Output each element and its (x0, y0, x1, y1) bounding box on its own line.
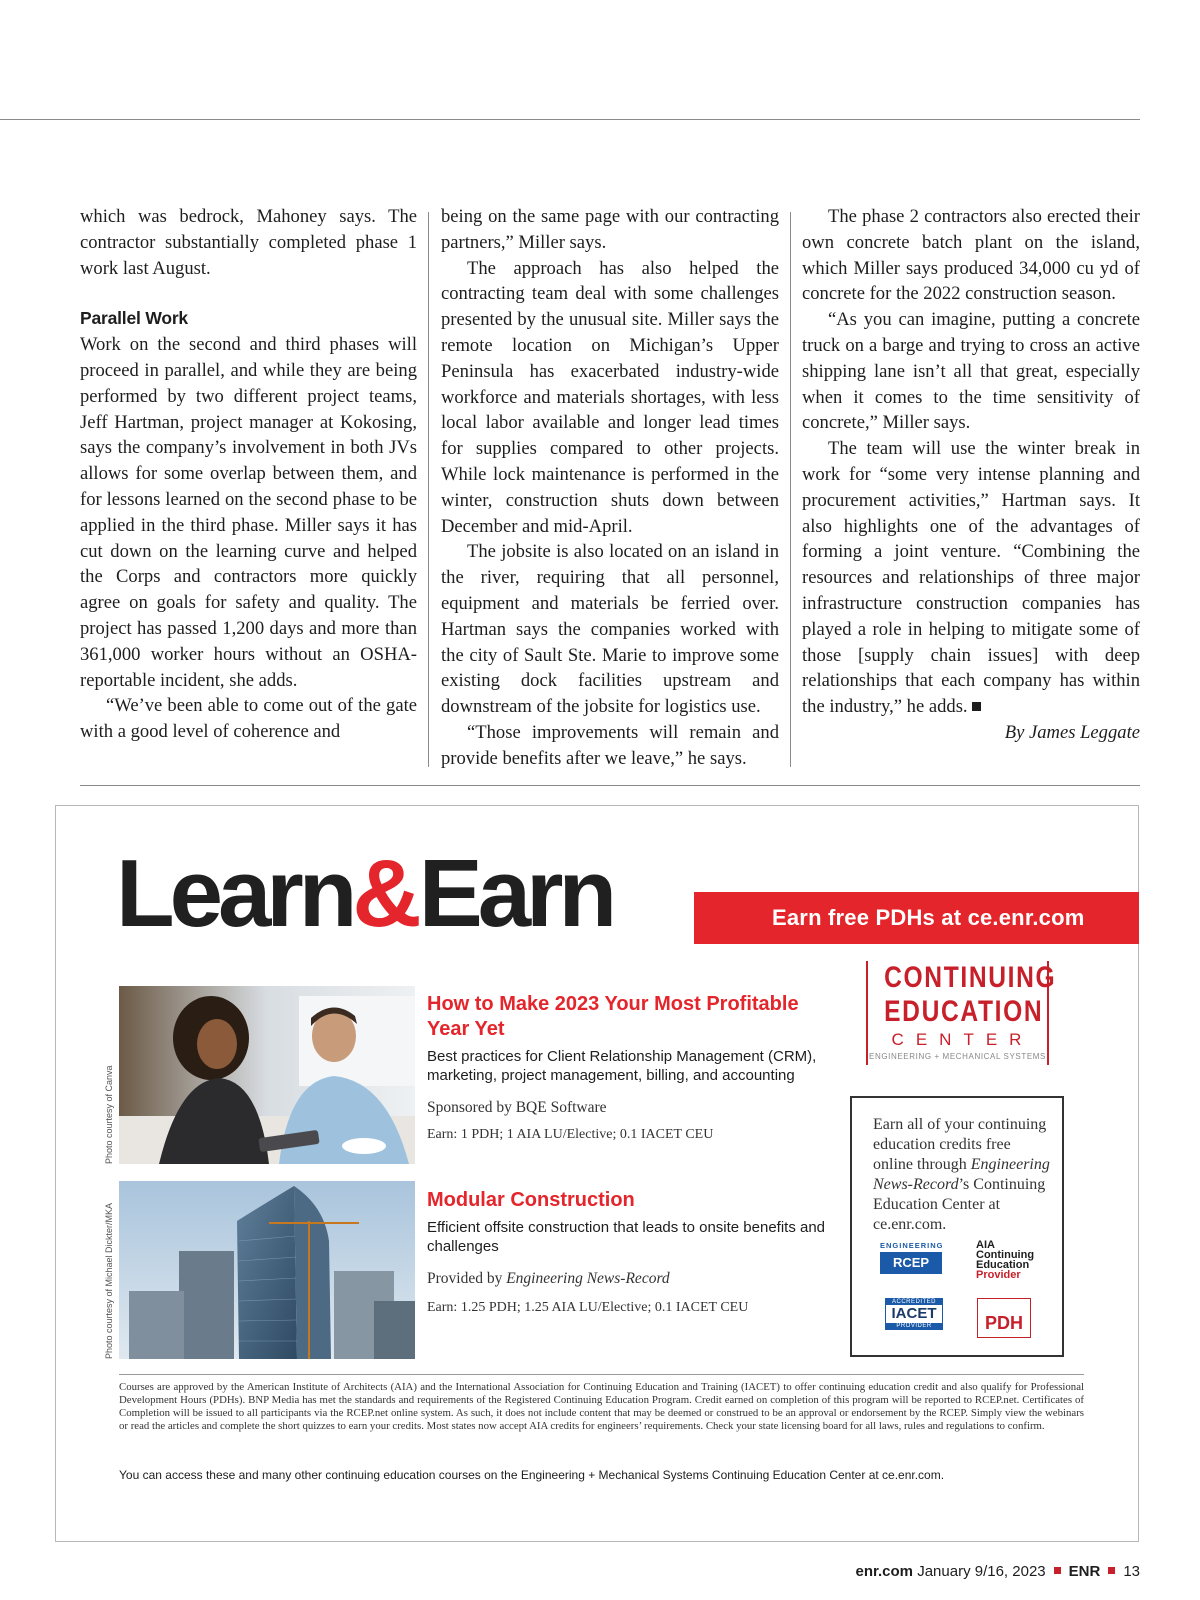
aia-line: Provider (976, 1269, 1021, 1281)
top-rule (0, 119, 1140, 120)
iacet-bottom: PROVIDER (886, 1323, 942, 1329)
page-number: 13 (1123, 1563, 1140, 1580)
headline-learn: Learn (116, 840, 353, 947)
rcep-top-text: ENGINEERING (880, 1241, 944, 1250)
ad-divider (119, 1374, 1084, 1375)
course-1-photo (119, 986, 415, 1164)
aia-line: Education (976, 1259, 1030, 1271)
course-title[interactable]: How to Make 2023 Your Most Profitable Year Yet (427, 993, 799, 1040)
footer-brand: ENR (1068, 1563, 1101, 1580)
byline: By James Leggate (1004, 721, 1140, 743)
fine-print: Courses are approved by the American Institute of Architects (AIA) and the International Association for Continuing Education and Training (IACET) to offer continuing education credit and also qualify for Professional Development Hours (PDHs). BNP Media has met the standards and requirements of the Registered Continuing Education Program. Credit earned on completion of this program will be reported to RCEP.net. Certificates of Completion will be issued to all participants via the RCEP.net online system. As such, it does not include content that may be deemed or construed to be an approval or endorsement by the RCEP. Simply view the webinars or read the articles and complete the short quizzes to earn your credits. Most states now accept AIA credits for engineers’ requirements. Check your state licensing board for all laws, rules and regulations to confirm. (119, 1381, 1084, 1433)
paragraph: The approach has also helped the contracting team deal with some challenges presented by the unusual site. Miller says the remote location on Michigan’s Upper Peninsula has exacerbated industry-wide workforce and materials shortages, with less local labor available and longer lead times for supplies compared to other projects. While lock maintenance is performed in the winter, construction shuts down between December and mid-April. (441, 257, 779, 537)
ad-headline (116, 840, 613, 947)
iacet-top: ACCREDITED (886, 1299, 942, 1305)
learn-and-earn-ad (55, 805, 1139, 1542)
course-credits: Earn: 1 PDH; 1 AIA LU/Elective; 0.1 IACET CEU (427, 1127, 714, 1142)
logo-line: EDUCATION (884, 995, 1044, 1028)
separator-square-icon (1108, 1567, 1115, 1574)
course-description: Best practices for Client Relationship Management (CRM), marketing, project management, billing, and accounting (427, 1048, 817, 1084)
rcep-label: RCEP (880, 1252, 942, 1274)
paragraph: which was bedrock, Mahoney says. The contractor substantially completed phase 1 work last August. (80, 206, 417, 279)
rcep-badge (880, 1241, 944, 1274)
article-column-2 (441, 204, 779, 772)
article-column-3 (802, 204, 1140, 746)
aia-provider-badge (976, 1240, 1034, 1280)
footer-date: January 9/16, 2023 (917, 1563, 1046, 1580)
end-mark-icon (972, 702, 981, 711)
headline-earn: Earn (418, 840, 613, 947)
iacet-label: IACET (891, 1305, 937, 1322)
aia-line: AIA (976, 1239, 995, 1251)
promo-text-start: Earn all of your continuing education credits free online through (873, 1116, 1047, 1173)
course-title[interactable]: Modular Construction (427, 1189, 635, 1211)
course-sponsor (427, 1270, 827, 1288)
subhead-parallel-work: Parallel Work (80, 308, 188, 329)
course-1[interactable] (427, 992, 827, 1143)
iacet-badge (885, 1298, 943, 1330)
promo-text-end: ’s Continuing Education Center at ce.enr.com. (873, 1176, 1046, 1233)
footer-site[interactable]: enr.com (855, 1563, 914, 1580)
paragraph: “As you can imagine, putting a concrete truck on a barge and trying to cross an active shipping lane isn’t all that great, especially when it comes to the time sensitivity of concrete,” Miller says. (802, 309, 1140, 434)
paragraph: “We’ve been able to come out of the gate with a good level of coherence and (80, 695, 417, 743)
column-divider (790, 212, 791, 767)
logo-subtitle: ENGINEERING + MECHANICAL SYSTEMS (869, 1052, 1046, 1061)
photo-credit: Photo courtesy of Michael Dickter/MKA (104, 1202, 114, 1359)
page-footer (856, 1563, 1141, 1580)
access-line[interactable]: You can access these and many other continuing education courses on the Engineering + Mechanical Systems Continuing Education Center at ce.enr.com. (119, 1468, 945, 1482)
aia-line: Continuing (976, 1249, 1035, 1261)
paragraph: “Those improvements will remain and provide benefits after we leave,” he says. (441, 721, 779, 769)
paragraph: being on the same page with our contracting partners,” Miller says. (441, 206, 779, 253)
paragraph: The phase 2 contractors also erected their own concrete batch plant on the island, which Miller says produced 34,000 cu yd of concrete for the 2022 construction season. (802, 206, 1140, 305)
paragraph: Work on the second and third phases will proceed in parallel, and while they are being performed by two different project teams, Jeff Hartman, project manager at Kokosing, says the company’s involvement in both JVs allows for some overlap between them, and for lessons learned on the second phase to be applied in the third phase. Miller says it has cut down on the learning curve and helped the Corps and contractors more quickly agree on goals for safety and quality. The project has passed 1,200 days and more than 361,000 worker hours without an OSHA-reportable incident, she adds. (80, 334, 417, 691)
logo-line: CENTER (891, 1030, 1034, 1049)
article-bottom-rule (80, 785, 1140, 786)
promo-publication: Engineering News-Record (873, 1156, 1050, 1193)
sponsor-prefix: Provided by (427, 1270, 507, 1287)
column-divider (428, 212, 429, 767)
continuing-education-center-logo[interactable] (866, 961, 1057, 1065)
course-2[interactable] (427, 1188, 827, 1316)
pdh-badge: PDH (977, 1298, 1031, 1338)
course-credits: Earn: 1.25 PDH; 1.25 AIA LU/Elective; 0.1 IACET CEU (427, 1300, 749, 1315)
headline-ampersand: & (352, 840, 419, 947)
course-description: Efficient offsite construction that leads to onsite benefits and challenges (427, 1219, 826, 1255)
article-column-1 (80, 204, 417, 745)
photo-credit: Photo courtesy of Canva (104, 1065, 114, 1164)
course-2-photo (119, 1181, 415, 1359)
paragraph (802, 436, 1140, 720)
sponsor-name: Engineering News-Record (506, 1270, 670, 1287)
course-sponsor: Sponsored by BQE Software (427, 1099, 607, 1116)
logo-line: CONTINUING (884, 961, 1057, 994)
paragraph-text: The team will use the winter break in work for “some very intense planning and procurement activities,” Hartman says. It also highlights one of the advantages of forming a joint venture. “Combining the resources and relationships of three major infrastructure construction companies has played a role in helping to mitigate some of those [supply chain issues] with deep relationships that each company has within the industry,” he adds. (802, 438, 1140, 718)
credits-promo-box (850, 1096, 1064, 1357)
promo-text (873, 1115, 1053, 1235)
ad-tagline-bar[interactable]: Earn free PDHs at ce.enr.com (694, 892, 1139, 944)
separator-square-icon (1054, 1567, 1061, 1574)
paragraph: The jobsite is also located on an island in the river, requiring that all personnel, equipment and materials be ferried over. Hartman says the companies worked with the city of Sault Ste. Marie to improve some existing dock facilities upstream and downstream of the jobsite for logistics use. (441, 541, 779, 718)
